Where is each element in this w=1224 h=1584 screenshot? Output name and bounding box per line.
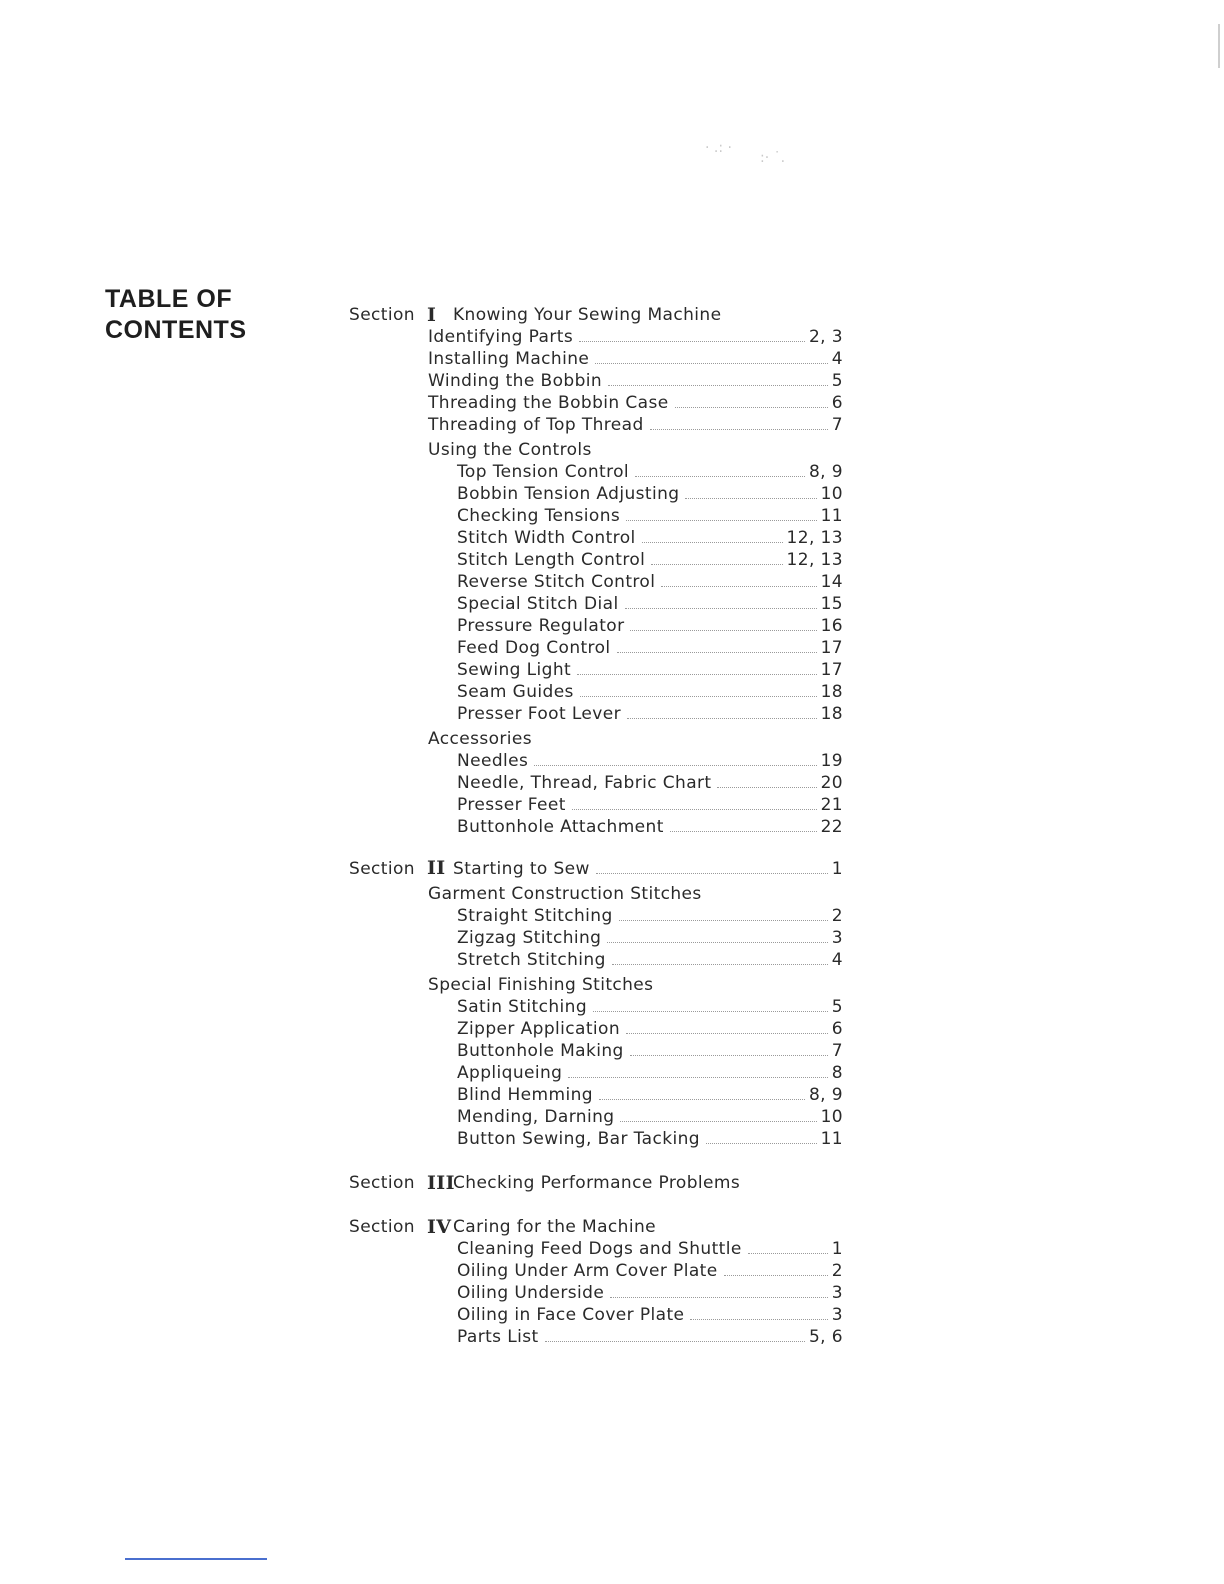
entry-label: Installing Machine [428, 349, 590, 369]
footer-rule [125, 1558, 267, 1560]
toc-entry[interactable] [457, 1128, 843, 1150]
entry-page: 10 [820, 1107, 843, 1127]
toc-entry[interactable] [457, 816, 843, 838]
entry-label: Top Tension Control [457, 462, 630, 482]
toc-entry[interactable] [457, 996, 843, 1018]
entry-page: 8, 9 [808, 462, 843, 482]
entry-page: 12, 13 [786, 550, 843, 570]
dot-leader [607, 941, 827, 943]
entry-label: Stitch Length Control [457, 550, 646, 570]
title-line-1: TABLE OF [105, 285, 233, 313]
entry-label: Parts List [457, 1327, 539, 1347]
dot-leader [568, 1076, 827, 1078]
section-word: Section [349, 1217, 415, 1237]
entry-label: Bobbin Tension Adjusting [457, 484, 680, 504]
entry-label: Oiling Under Arm Cover Plate [457, 1261, 718, 1281]
toc-entry[interactable] [457, 461, 843, 483]
entry-label: Buttonhole Attachment [457, 817, 664, 837]
group-heading: Garment Construction Stitches [428, 884, 702, 904]
section-heading [349, 304, 849, 326]
entry-page: 3 [831, 1305, 843, 1325]
toc-entry[interactable] [457, 637, 843, 659]
entry-page: 3 [831, 928, 843, 948]
toc-entry[interactable] [457, 615, 843, 637]
entry-label: Button Sewing, Bar Tacking [457, 1129, 700, 1149]
dot-leader [617, 651, 817, 653]
dot-leader [635, 475, 805, 477]
entry-page: 5 [831, 997, 843, 1017]
toc-entry[interactable] [457, 794, 843, 816]
dot-leader [608, 384, 828, 386]
entry-page: 18 [820, 682, 843, 702]
entry-page: 2 [831, 906, 843, 926]
section-word: Section [349, 305, 415, 325]
toc-entry[interactable] [457, 905, 843, 927]
entry-page: 4 [831, 950, 843, 970]
dot-leader [627, 717, 817, 719]
section-2 [349, 858, 849, 1150]
dot-leader [620, 1120, 816, 1122]
toc-entry[interactable] [457, 772, 843, 794]
entry-page: 18 [820, 704, 843, 724]
toc-entry[interactable] [457, 1304, 843, 1326]
dot-leader [579, 340, 805, 342]
title-line-2: CONTENTS [105, 316, 247, 344]
entry-label: Sewing Light [457, 660, 572, 680]
toc-entry[interactable] [457, 593, 843, 615]
group-heading: Accessories [428, 729, 533, 749]
section-title: Checking Performance Problems [453, 1173, 741, 1193]
dot-leader [596, 872, 828, 874]
entry-label: Stretch Stitching [457, 950, 606, 970]
dot-leader [630, 629, 816, 631]
page-title [105, 284, 247, 346]
section-numeral: II [427, 857, 446, 879]
entry-label: Blind Hemming [457, 1085, 593, 1105]
dot-leader [690, 1318, 827, 1320]
toc-entry[interactable] [457, 1106, 843, 1128]
dot-leader [717, 786, 816, 788]
section-heading[interactable] [349, 1172, 849, 1194]
entry-page: 12, 13 [786, 528, 843, 548]
entry-label: Seam Guides [457, 682, 574, 702]
toc-entry[interactable] [457, 1040, 843, 1062]
dot-leader [577, 673, 816, 675]
dot-leader [661, 585, 816, 587]
entry-page: 1 [831, 1239, 843, 1259]
toc-entry[interactable] [457, 681, 843, 703]
toc-entry[interactable] [457, 659, 843, 681]
entry-label: Reverse Stitch Control [457, 572, 656, 592]
dot-leader [619, 919, 828, 921]
section-word: Section [349, 1173, 415, 1193]
dot-leader [670, 830, 817, 832]
toc-entry[interactable] [428, 348, 843, 370]
entry-page: 17 [820, 660, 843, 680]
toc-entry[interactable] [457, 927, 843, 949]
dot-leader [599, 1098, 805, 1100]
dot-leader [642, 541, 783, 543]
section-3 [349, 1172, 849, 1194]
section-heading[interactable] [349, 858, 843, 880]
section-title: Knowing Your Sewing Machine [453, 305, 722, 325]
entry-label: Mending, Darning [457, 1107, 615, 1127]
entry-page: 7 [831, 1041, 843, 1061]
dot-leader [625, 607, 817, 609]
section-1 [349, 304, 849, 838]
toc-entry[interactable] [457, 1084, 843, 1106]
toc-entry[interactable] [457, 750, 843, 772]
entry-page: 11 [820, 506, 843, 526]
toc-entry[interactable] [457, 1326, 843, 1348]
entry-page: 7 [831, 415, 843, 435]
entry-label: Feed Dog Control [457, 638, 611, 658]
dot-leader [595, 362, 828, 364]
entry-label: Identifying Parts [428, 327, 574, 347]
entry-label: Special Stitch Dial [457, 594, 619, 614]
entry-page: 16 [820, 616, 843, 636]
toc-entry[interactable] [457, 527, 843, 549]
dot-leader [612, 963, 828, 965]
entry-label: Oiling Underside [457, 1283, 605, 1303]
section-title: Caring for the Machine [453, 1217, 657, 1237]
dot-leader [724, 1274, 828, 1276]
entry-label: Satin Stitching [457, 997, 588, 1017]
dot-leader [593, 1010, 828, 1012]
entry-page: 5 [831, 371, 843, 391]
scan-speck: · .: · [705, 140, 732, 156]
entry-label: Straight Stitching [457, 906, 613, 926]
dot-leader [534, 764, 816, 766]
entry-page: 1 [831, 859, 843, 879]
section-heading [349, 1216, 849, 1238]
entry-label: Threading the Bobbin Case [428, 393, 669, 413]
dot-leader [675, 406, 828, 408]
dot-leader [580, 695, 817, 697]
entry-label: Appliqueing [457, 1063, 563, 1083]
entry-label: Presser Foot Lever [457, 704, 621, 724]
toc-entry[interactable] [428, 326, 843, 348]
entry-label: Needle, Thread, Fabric Chart [457, 773, 712, 793]
dot-leader [650, 428, 828, 430]
toc-entry[interactable] [457, 549, 843, 571]
section-numeral: IV [427, 1216, 452, 1238]
entry-page: 4 [831, 349, 843, 369]
dot-leader [610, 1296, 828, 1298]
entry-page: 15 [820, 594, 843, 614]
entry-page: 17 [820, 638, 843, 658]
entry-page: 21 [820, 795, 843, 815]
section-4 [349, 1216, 849, 1348]
toc-entry[interactable] [428, 370, 843, 392]
group-heading: Special Finishing Stitches [428, 975, 654, 995]
toc-entry[interactable] [457, 1018, 843, 1040]
scan-edge-mark [1218, 24, 1220, 68]
dot-leader [706, 1142, 817, 1144]
toc-entry[interactable] [457, 1238, 843, 1260]
entry-label: Needles [457, 751, 529, 771]
entry-page: 8, 9 [808, 1085, 843, 1105]
dot-leader [748, 1252, 828, 1254]
dot-leader [572, 808, 817, 810]
entry-label: Zipper Application [457, 1019, 620, 1039]
entry-label: Winding the Bobbin [428, 371, 603, 391]
entry-label: Pressure Regulator [457, 616, 625, 636]
section-title: Starting to Sew [453, 859, 590, 879]
entry-page: 10 [820, 484, 843, 504]
entry-label: Presser Feet [457, 795, 566, 815]
dot-leader [626, 519, 816, 521]
section-numeral: I [427, 304, 437, 326]
toc-entry[interactable] [457, 703, 843, 725]
toc-entry[interactable] [457, 1260, 843, 1282]
entry-label: Checking Tensions [457, 506, 621, 526]
toc-entry[interactable] [457, 571, 843, 593]
entry-page: 2 [831, 1261, 843, 1281]
dot-leader [630, 1054, 828, 1056]
entry-label: Oiling in Face Cover Plate [457, 1305, 685, 1325]
entry-page: 6 [831, 1019, 843, 1039]
entry-page: 6 [831, 393, 843, 413]
entry-page: 2, 3 [808, 327, 843, 347]
dot-leader [626, 1032, 828, 1034]
entry-page: 20 [820, 773, 843, 793]
toc-entry[interactable] [457, 483, 843, 505]
entry-page: 8 [831, 1063, 843, 1083]
entry-label: Threading of Top Thread [428, 415, 644, 435]
section-numeral: III [427, 1172, 455, 1194]
toc-entry[interactable] [457, 1282, 843, 1304]
toc-entry[interactable] [457, 949, 843, 971]
entry-page: 14 [820, 572, 843, 592]
group-heading: Using the Controls [428, 440, 592, 460]
entry-page: 5, 6 [808, 1327, 843, 1347]
entry-page: 11 [820, 1129, 843, 1149]
toc-entry[interactable] [428, 392, 843, 414]
entry-page: 19 [820, 751, 843, 771]
entry-page: 3 [831, 1283, 843, 1303]
section-word: Section [349, 859, 415, 879]
toc-entry[interactable] [457, 1062, 843, 1084]
scan-speck: :· ˙. [760, 150, 786, 166]
dot-leader [685, 497, 816, 499]
entry-label: Stitch Width Control [457, 528, 636, 548]
entry-page: 22 [820, 817, 843, 837]
entry-label: Buttonhole Making [457, 1041, 624, 1061]
entry-label: Zigzag Stitching [457, 928, 602, 948]
dot-leader [651, 563, 782, 565]
toc-entry[interactable] [428, 414, 843, 436]
entry-label: Cleaning Feed Dogs and Shuttle [457, 1239, 742, 1259]
toc-entry[interactable] [457, 505, 843, 527]
dot-leader [545, 1340, 805, 1342]
